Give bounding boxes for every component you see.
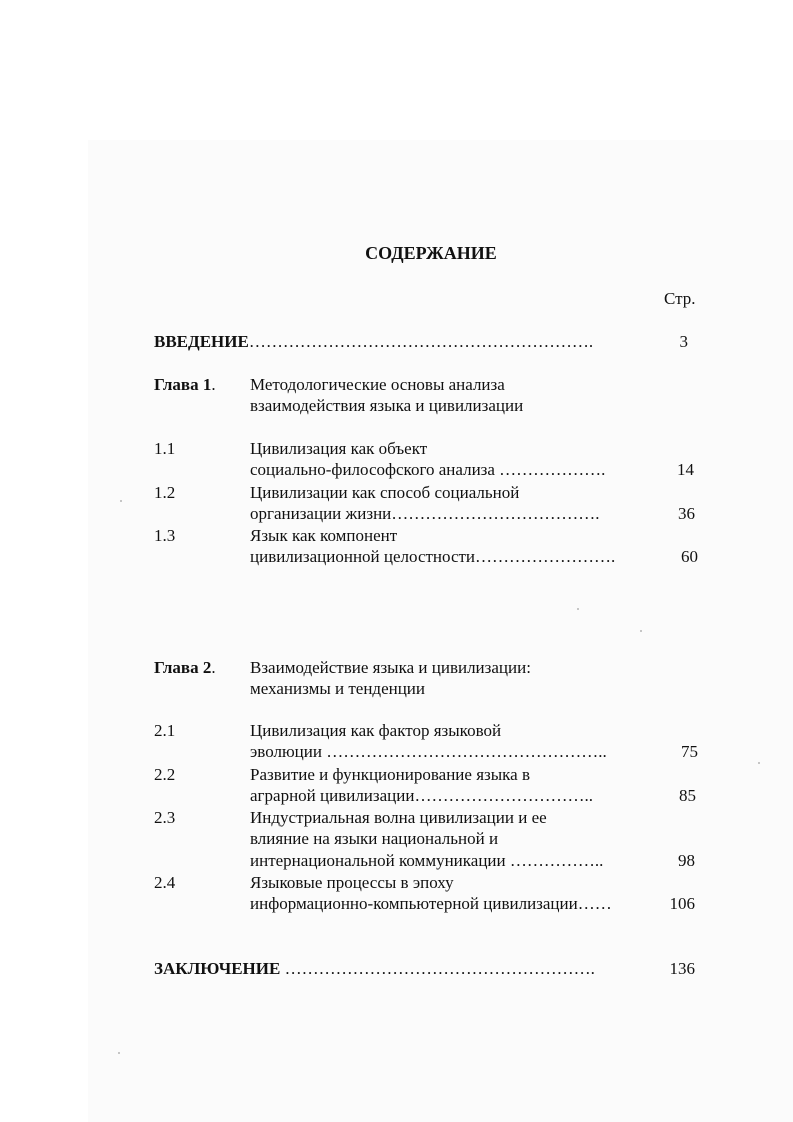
scan-speck xyxy=(640,630,642,632)
scan-speck xyxy=(577,608,579,610)
section-title-line1[interactable]: Индустриальная волна цивилизации и ее xyxy=(250,808,547,827)
section-title-line3[interactable]: интернациональной коммуникации …………….. xyxy=(250,851,604,870)
scan-speck xyxy=(758,762,760,764)
section-number: 2.2 xyxy=(154,765,176,784)
section-title-line2[interactable]: эволюции ………………………………………….. xyxy=(250,742,607,761)
section-title-line2[interactable]: информационно-компьютерной цивилизации…… xyxy=(250,894,612,913)
chapter-2-title-line2: механизмы и тенденции xyxy=(250,679,426,698)
section-title-line1[interactable]: Языковые процессы в эпоху xyxy=(250,873,454,892)
page-column-header: Стр. xyxy=(664,289,696,308)
page-number: 98 xyxy=(678,851,695,870)
scan-speck xyxy=(120,500,122,502)
conclusion-label: ЗАКЛЮЧЕНИЕ xyxy=(154,959,281,978)
section-number: 2.4 xyxy=(154,873,176,892)
toc-entry-conclusion[interactable] xyxy=(154,958,595,979)
section-number: 1.1 xyxy=(154,439,176,458)
scan-speck xyxy=(118,1052,120,1054)
toc-entry-intro[interactable] xyxy=(154,331,593,352)
page-number: 75 xyxy=(681,742,698,761)
page-number: 136 xyxy=(669,959,695,978)
section-title-line2[interactable]: организации жизни………………………………. xyxy=(250,504,600,523)
section-title-line2[interactable]: цивилизационной целостности……………………. xyxy=(250,547,616,566)
toc-title: СОДЕРЖАНИЕ xyxy=(365,243,497,263)
chapter-1-title-line2: взаимодействия языка и цивилизации xyxy=(250,396,524,415)
section-title-line1[interactable]: Развитие и функционирование языка в xyxy=(250,765,530,784)
section-title-line1[interactable]: Цивилизации как способ социальной xyxy=(250,483,520,502)
page-number: 85 xyxy=(679,786,696,805)
section-title-line1[interactable]: Цивилизация как объект xyxy=(250,439,428,458)
leader-dots: ……………………………………………………. xyxy=(248,332,594,351)
section-number: 1.2 xyxy=(154,483,176,502)
page-number: 3 xyxy=(679,332,688,351)
chapter-2-label: Глава 2. xyxy=(154,658,216,677)
page-number: 106 xyxy=(669,894,695,913)
page-number: 36 xyxy=(678,504,695,523)
section-title-line2[interactable]: аграрной цивилизации………………………….. xyxy=(250,786,593,805)
section-title-line2[interactable]: социально-философского анализа ………………. xyxy=(250,460,606,479)
page-number: 60 xyxy=(681,547,698,566)
leader-dots: ………………………………………………. xyxy=(280,959,595,978)
intro-label: ВВЕДЕНИЕ xyxy=(154,332,249,351)
section-title-line1[interactable]: Язык как компонент xyxy=(250,526,398,545)
chapter-2-title-line1: Взаимодействие языка и цивилизации: xyxy=(250,658,531,677)
section-title-line1[interactable]: Цивилизация как фактор языковой xyxy=(250,721,502,740)
page-number: 14 xyxy=(677,460,694,479)
chapter-1-label: Глава 1. xyxy=(154,375,216,394)
section-number: 2.3 xyxy=(154,808,176,827)
section-title-line2[interactable]: влияние на языки национальной и xyxy=(250,829,499,848)
section-number: 2.1 xyxy=(154,721,176,740)
section-number: 1.3 xyxy=(154,526,176,545)
chapter-1-title-line1: Методологические основы анализа xyxy=(250,375,505,394)
